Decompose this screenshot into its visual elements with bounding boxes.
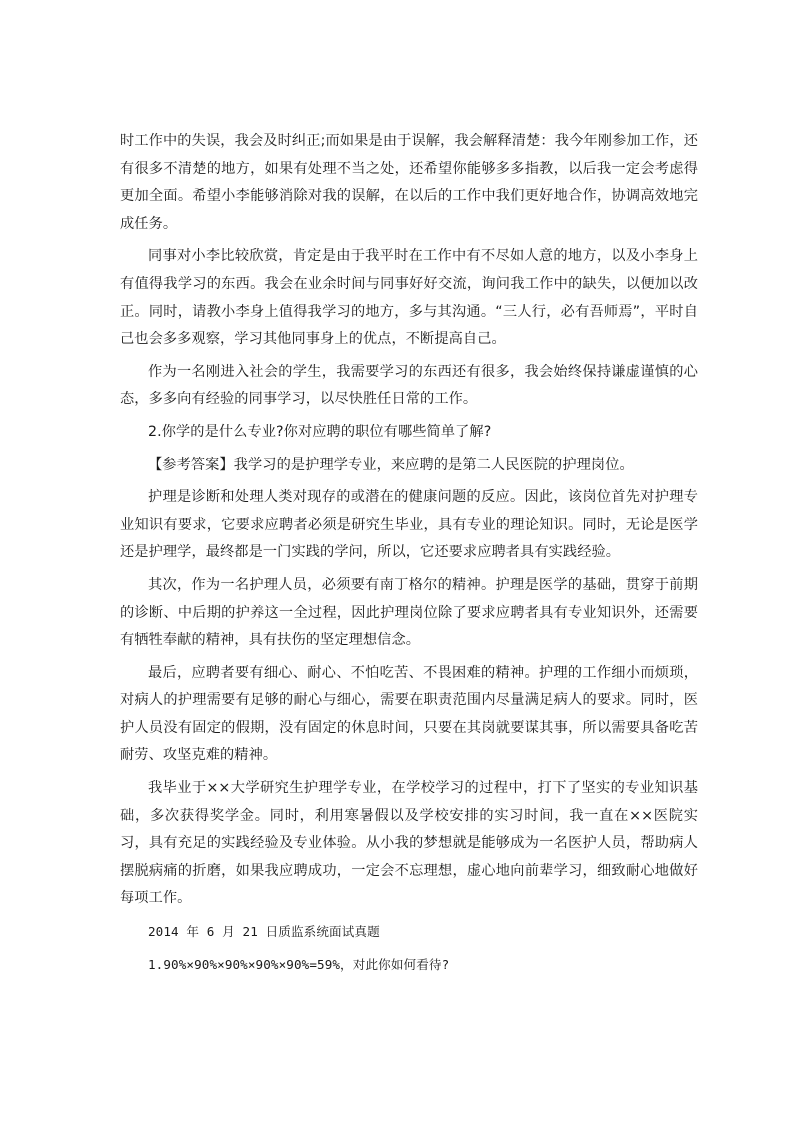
question-2-heading: 2.你学的是什么专业?你对应聘的职位有哪些简单了解? xyxy=(148,423,492,440)
paragraph-patience: 最后，应聘者要有细心、耐心、不怕吃苦、不畏困难的精神。护理的工作细小而烦琐，对病人的护理需要有足够的耐心与细心，需要在职责范围内尽量满足病人的要求。同时，医护人员没有固定的假期，没有固定的休息时间，只要在其岗就要谋其事，所以需要具备吃苦耐劳、攻坚克难的精神。 xyxy=(120,664,698,764)
paragraph-nightingale-spirit: 其次，作为一名护理人员，必须要有南丁格尔的精神。护理是医学的基础，贯穿于前期的诊断、中后期的护养这一全过程，因此护理岗位除了要求应聘者具有专业知识外，还需要有牺牲奉献的精神，具有扶伤的坚定理想信念。 xyxy=(120,576,698,649)
reference-answer: 【参考答案】我学习的是护理学专业，来应聘的是第二人民医院的护理岗位。 xyxy=(148,456,634,473)
paragraph-continuation: 时工作中的失误，我会及时纠正;而如果是由于误解，我会解释清楚：我今年刚参加工作，还有很多不清楚的地方，如果有处理不当之处，还希望你能够多多指教，以后我一定会考虑得更加全面。希望小李能够消除对我的误解，在以后的工作中我们更好地合作，协调高效地完成任务。 xyxy=(120,133,698,232)
paragraph-humble-attitude: 作为一名刚进入社会的学生，我需要学习的东西还有很多，我会始终保持谦虚谨慎的心态，多多向有经验的同事学习，以尽快胜任日常的工作。 xyxy=(120,363,698,408)
section-heading-2014-exam: 2014 年 6 月 21 日质监系统面试真题 xyxy=(148,924,380,940)
question-1-heading: 1.90%×90%×90%×90%×90%=59%，对此你如何看待? xyxy=(148,956,450,972)
paragraph-nursing-definition: 护理是诊断和处理人类对现存的或潜在的健康问题的反应。因此，该岗位首先对护理专业知识有要求，它要求应聘者必须是研究生毕业，具有专业的理论知识。同时，无论是医学还是护理学，最终都是一门实践的学问，所以，它还要求应聘者具有实践经验。 xyxy=(120,489,698,561)
document-body xyxy=(120,128,698,983)
paragraph-personal-background: 我毕业于××大学研究生护理学专业，在学校学习的过程中，打下了坚实的专业知识基础，多次获得奖学金。同时，利用寒暑假以及学校安排的实习时间，我一直在××医院实习，具有充足的实践经验及专业体验。从小我的梦想就是能够成为一名医护人员，帮助病人摆脱病痛的折磨，如果我应聘成功，一定会不忘理想，虚心地向前辈学习，细致耐心地做好每项工作。 xyxy=(120,780,698,907)
paragraph-colleague-appreciation: 同事对小李比较欣赏，肯定是由于我平时在工作中有不尽如人意的地方，以及小李身上有值得我学习的东西。我会在业余时间与同事好好交流，询问我工作中的缺失，以便加以改正。同时，请教小李身上值得我学习的地方，多与其沟通。“三人行，必有吾师焉”，平时自己也会多多观察，学习其他同事身上的优点，不断提高自己。 xyxy=(120,248,698,348)
